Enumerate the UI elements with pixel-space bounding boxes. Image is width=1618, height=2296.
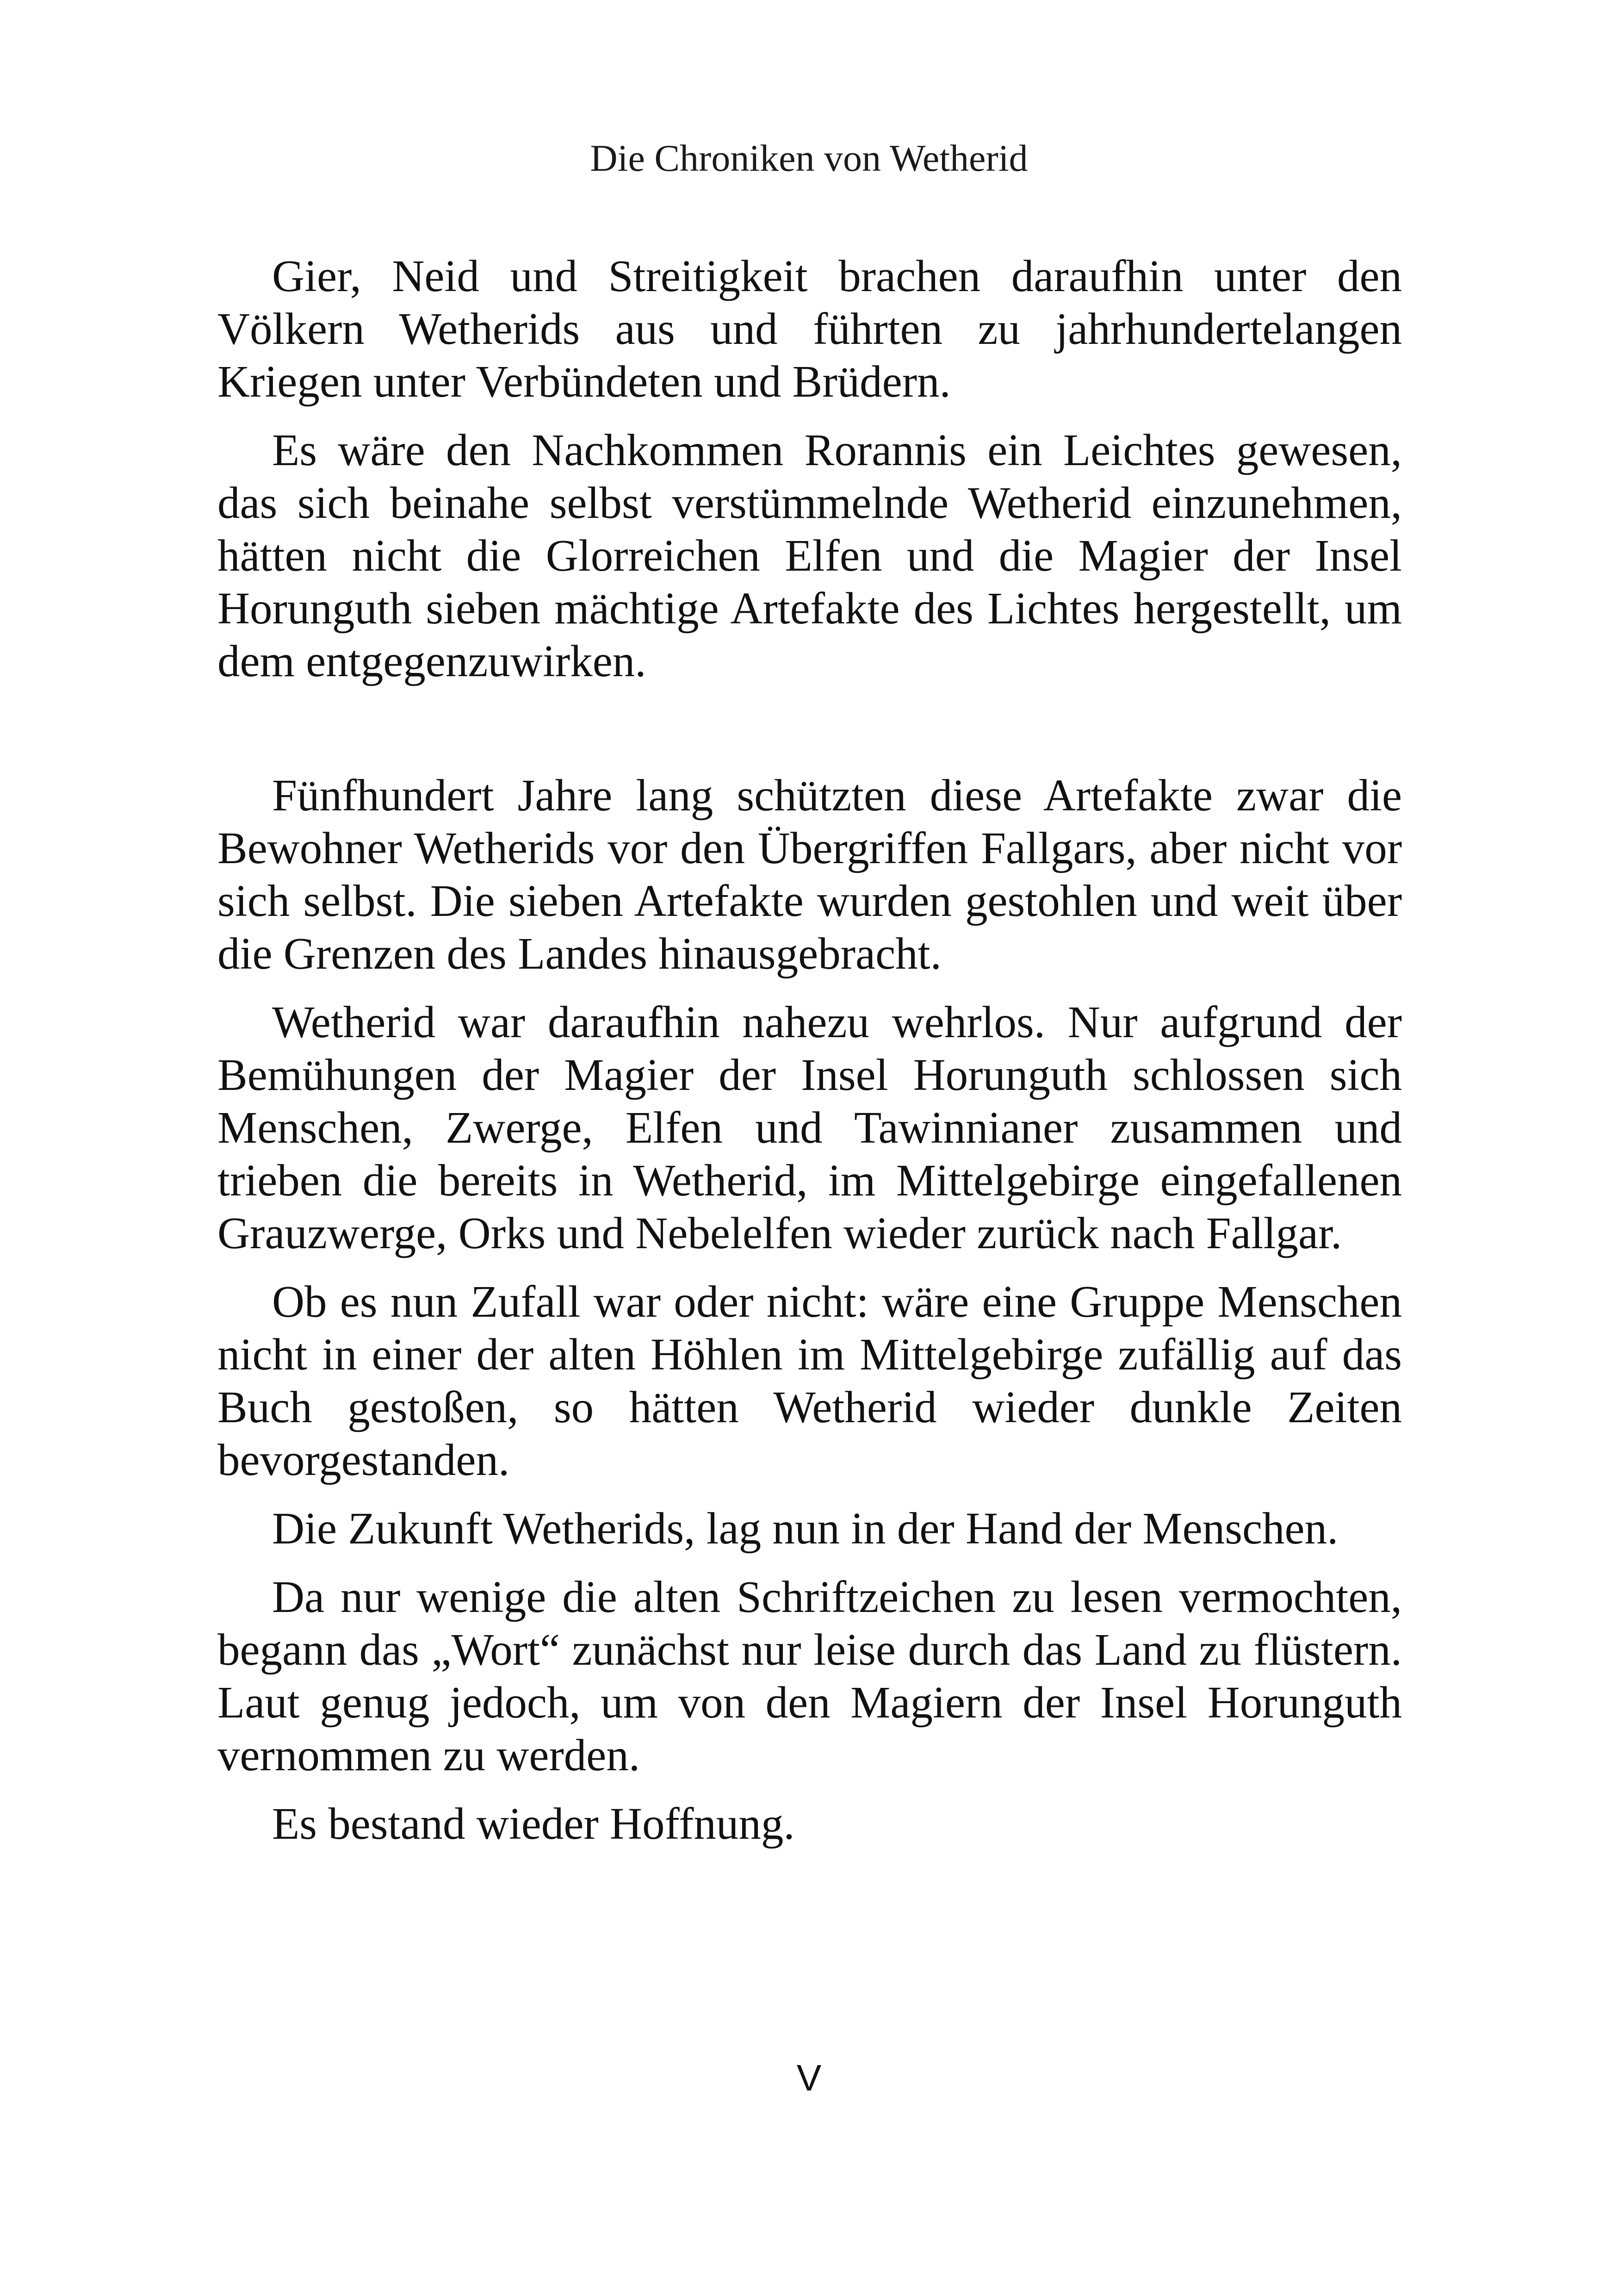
body-text — [217, 250, 1402, 1850]
paragraph-2: Es wäre den Nachkommen Rorannis ein Leichtes gewesen, das sich beinahe selbst verstümmelnde Wetherid einzunehmen, hätten nicht die Glorreichen Elfen und die Magier der Insel Horunguth sieben mächtige Artefakte des Lichtes hergestellt, um dem entgegenzuwirken. — [217, 425, 1402, 686]
paragraph-7: Da nur wenige die alten Schriftzeichen zu lesen vermochten, begann das „Wort“ zunächst nur leise durch das Land zu flüstern. Laut genug jedoch, um von den Magiern der Insel Horunguth vernommen zu werden. — [217, 1572, 1402, 1780]
paragraph-3: Fünfhundert Jahre lang schützten diese Artefakte zwar die Bewohner Wetherids vor den Übergriffen Fallgars, aber nicht vor sich selbst. Die sieben Artefakte wurden gestohlen und weit über die Grenzen des Landes hinausgebracht. — [217, 771, 1402, 978]
paragraph-1: Gier, Neid und Streitigkeit brachen daraufhin unter den Völkern Wetherids aus und führten zu jahrhundertelangen Kriegen unter Verbündeten und Brüdern. — [217, 251, 1402, 406]
paragraph-5: Ob es nun Zufall war oder nicht: wäre eine Gruppe Menschen nicht in einer der alten Höhlen im Mittelgebirge zufällig auf das Buch gestoßen, so hätten Wetherid wieder dunkle Zeiten bevorgestanden. — [217, 1277, 1402, 1485]
paragraph-8: Es bestand wieder Hoffnung. — [272, 1799, 795, 1848]
page-number: V — [796, 2057, 822, 2098]
paragraph-4: Wetherid war daraufhin nahezu wehrlos. Nur aufgrund der Bemühungen der Magier der Insel Horunguth schlossen sich Menschen, Zwerge, Elfen und Tawinnianer zusammen und trieben die bereits in Wetherid, im Mittelgebirge eingefallenen Grauzwerge, Orks und Nebelelfen wieder zurück nach Fallgar. — [217, 997, 1402, 1258]
running-header: Die Chroniken von Wetherid — [590, 137, 1028, 179]
paragraph-6: Die Zukunft Wetherids, lag nun in der Hand der Menschen. — [272, 1504, 1339, 1553]
